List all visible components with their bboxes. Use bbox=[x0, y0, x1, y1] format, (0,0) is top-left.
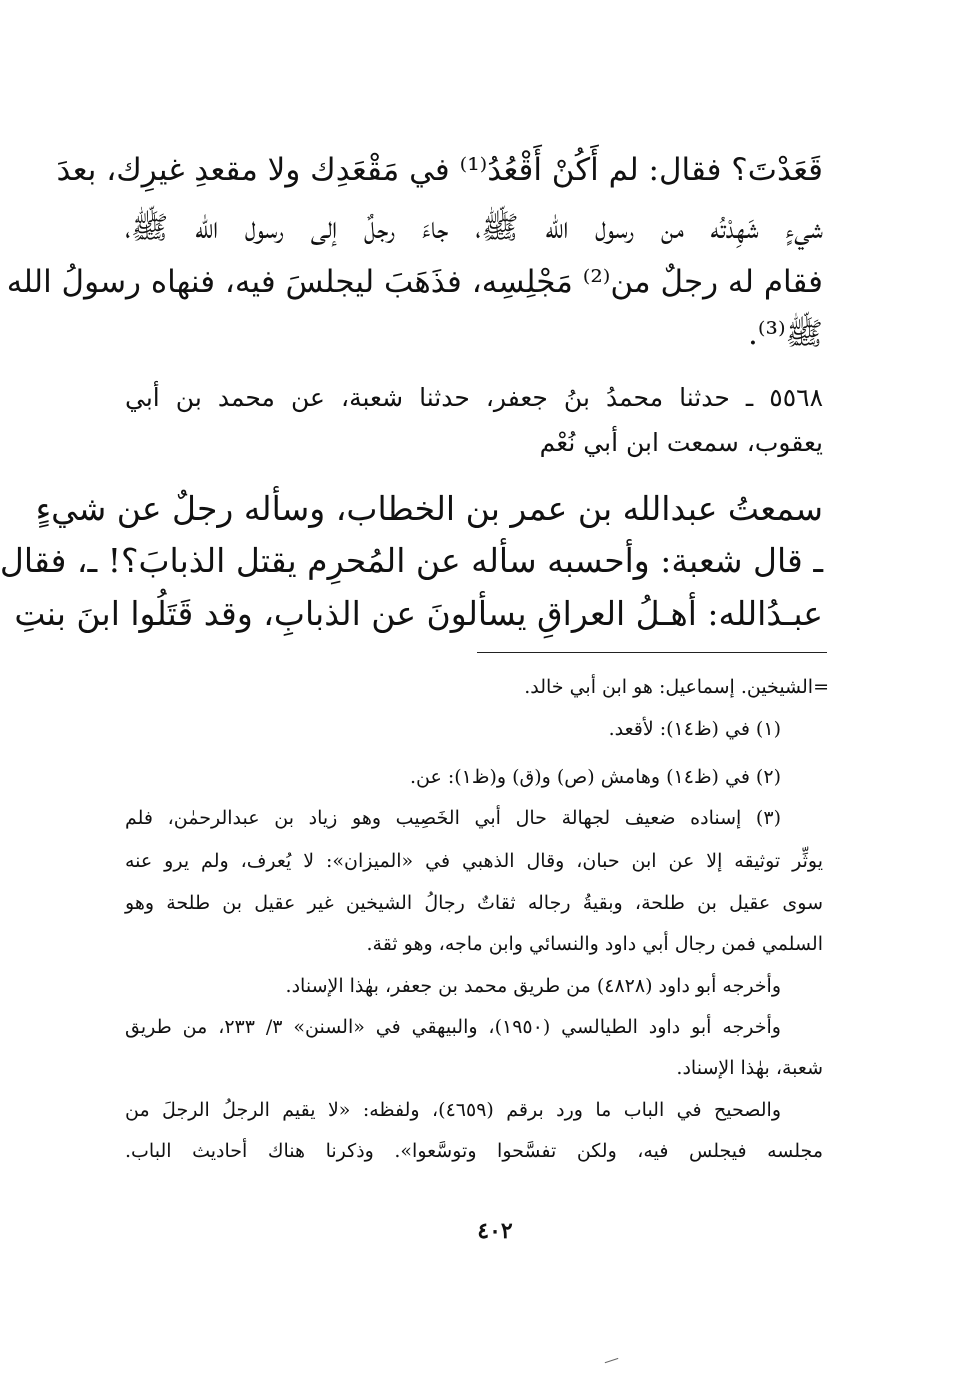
scan-speck bbox=[605, 1358, 620, 1366]
isnad-line: يعقوب، سمعت ابن أبي نُعْم bbox=[539, 428, 823, 457]
main-text-line: شيءٍ شَهِدْتُه من رسول الله ﷺ، جاءَ رجلٌ إلى رسول الله ﷺ، bbox=[125, 210, 823, 246]
page-number: ٤٠٢ bbox=[477, 1218, 513, 1244]
matn-line: سمعتُ عبدالله بن عمر بن الخطاب، وسأله رجلٌ عن شيءٍ bbox=[35, 489, 823, 528]
main-text-line: ﷺ⁽³⁾. bbox=[748, 316, 823, 352]
matn-line: ـ قال شعبة: وأحسبه سأله عن المُحرِم يقتل الذبابَ؟! ـ، فقال bbox=[0, 541, 823, 580]
footnote-3-line: يوثِّر توثيقه إلا عن ابن حبان، وقال الذهبي في «الميزان»: لا يُعرف، ولم يرو عنه bbox=[125, 850, 823, 872]
matn-line: عبـدُالله: أهـلُ العراقِ يسألونَ عن الذبابِ، وقد قَتَلُوا ابنَ بنتِ bbox=[14, 594, 823, 633]
footnote-3-sahih-line: مجلسه فيجلس فيه، ولكن تفسَّحوا وتوسَّعوا». وذكرنا هناك أحاديث الباب. bbox=[125, 1140, 823, 1162]
footnote-3-line: (٣) إسناده ضعيف لجهالة حال أبي الخَصِيب وهو زياد بن عبدالرحمٰن، فلم bbox=[125, 807, 781, 829]
footnote-continuation: =الشيخين. إسماعيل: هو ابن أبي خالد. bbox=[524, 676, 829, 698]
footnote-3-sahih-line: والصحيح في الباب ما ورد برقم (٤٦٥٩)، ولفظه: «لا يقيم الرجلُ الرجلَ من bbox=[125, 1099, 781, 1121]
footnote-1: (١) في (ظ١٤): لأقعد. bbox=[608, 718, 781, 740]
main-text-line: فقام له رجلٌ من⁽²⁾ مَجْلِسِه، فذَهَبَ ليجلسَ فيه، فنهاه رسولُ الله bbox=[6, 264, 823, 300]
footnote-3-line: السلمي فمن رجال أبي داود والنسائي وابن ماجه، وهو ثقة. bbox=[366, 933, 823, 955]
footnote-separator bbox=[477, 652, 827, 653]
footnote-3-abu-dawud: وأخرجه أبو داود (٤٨٢٨) من طريق محمد بن جعفر، بهٰذا الإسناد. bbox=[285, 975, 781, 997]
footnote-3-line: سوى عقيل بن طلحة، وبقيةُ رجاله ثقاتٌ رجالُ الشيخين غير عقيل بن طلحة وهو bbox=[125, 892, 823, 914]
isnad-line: ٥٥٦٨ ـ حدثنا محمدُ بنُ جعفر، حدثنا شعبة، عن محمد بن أبي bbox=[125, 383, 823, 412]
footnote-2: (٢) في (ظ١٤) وهامش (ص) و(ق) و(ظ١): عن. bbox=[409, 766, 781, 788]
footnote-3-tayalisi-line: شعبة، بهٰذا الإسناد. bbox=[676, 1057, 823, 1079]
footnote-3-tayalisi-line: وأخرجه أبو داود الطيالسي (١٩٥٠)، والبيهقي في «السنن» ٣/ ٢٣٣، من طريق bbox=[125, 1016, 781, 1038]
main-text-line: قَعَدْتَ؟ فقال: لم أَكُنْ أَقْعُدُ⁽¹⁾ في مَقْعَدِك ولا مقعدِ غيرِك، بعدَ bbox=[56, 152, 823, 188]
